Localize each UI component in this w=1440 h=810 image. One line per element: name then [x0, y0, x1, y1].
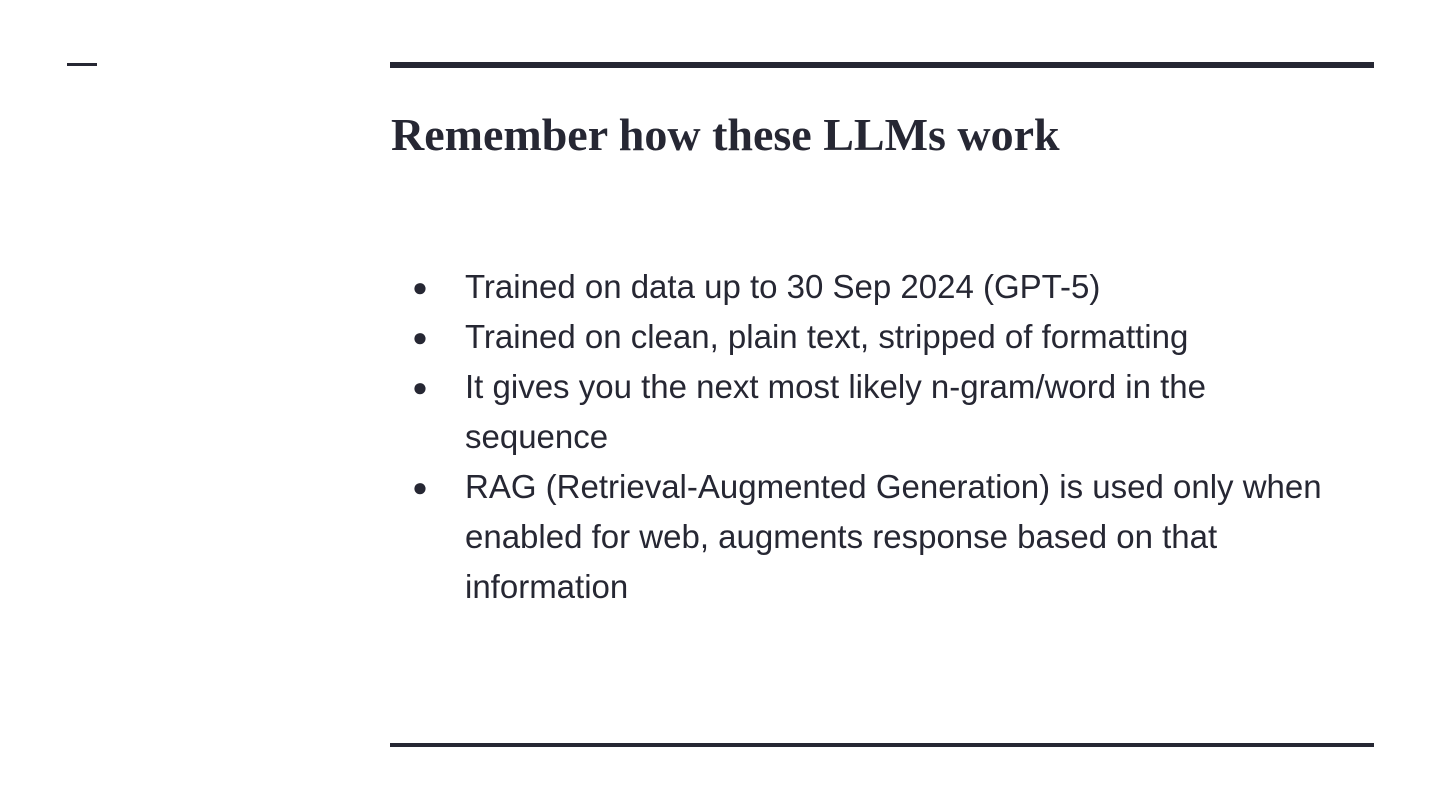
bullet-dot-icon: ●	[412, 372, 428, 402]
bullet-dot-icon: ●	[412, 472, 428, 502]
bullet-item	[405, 262, 1325, 312]
bullet-text: It gives you the next most likely n-gram/word in the sequence	[465, 368, 1206, 455]
bullet-text: Trained on data up to 30 Sep 2024 (GPT-5)	[465, 268, 1101, 305]
bullet-dot-icon: ●	[412, 272, 428, 302]
bottom-rule	[390, 743, 1374, 747]
top-rule	[390, 62, 1374, 68]
bullet-item	[405, 362, 1325, 462]
bullet-text: Trained on clean, plain text, stripped of formatting	[465, 318, 1189, 355]
bullet-list	[405, 262, 1325, 612]
bullet-text: RAG (Retrieval-Augmented Generation) is used only when enabled for web, augments response based on that information	[465, 468, 1322, 605]
slide-title: Remember how these LLMs work	[391, 109, 1060, 160]
corner-dash	[67, 63, 97, 66]
bullet-dot-icon: ●	[412, 322, 428, 352]
bullet-item	[405, 462, 1325, 612]
bullet-item	[405, 312, 1325, 362]
